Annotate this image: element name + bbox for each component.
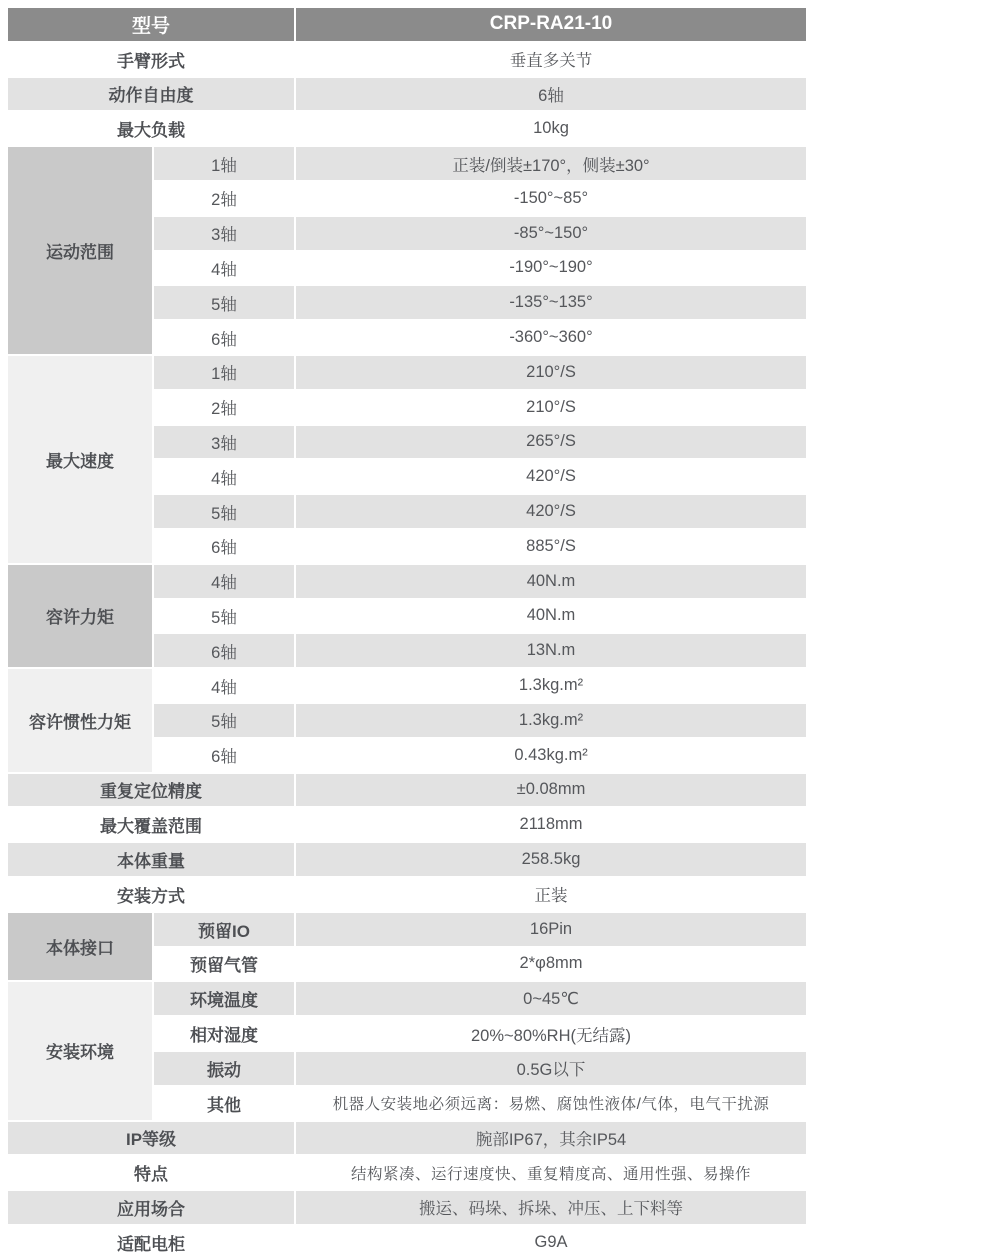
axis-label: 4轴 xyxy=(154,460,294,493)
row-value: 40N.m xyxy=(296,600,806,633)
row-value: -135°~135° xyxy=(296,286,806,319)
row-value: 0.5G以下 xyxy=(296,1052,806,1085)
row-value: 2*φ8mm xyxy=(296,948,806,981)
model-header-label: 型号 xyxy=(8,8,294,41)
row-value: 正装/倒装±170°，侧装±30° xyxy=(296,147,806,180)
row-value: 腕部IP67，其余IP54 xyxy=(296,1122,806,1155)
row-value: 420°/S xyxy=(296,495,806,528)
row-value: 16Pin xyxy=(296,913,806,946)
axis-label: 2轴 xyxy=(154,391,294,424)
table-row xyxy=(8,112,806,145)
model-header-value: CRP-RA21-10 xyxy=(296,8,806,41)
row-value: 垂直多关节 xyxy=(296,43,806,76)
table-row xyxy=(8,843,806,876)
axis-label: 4轴 xyxy=(154,565,294,598)
row-label: 安装方式 xyxy=(8,878,294,911)
row-value: 1.3kg.m² xyxy=(296,669,806,702)
table-row xyxy=(8,982,806,1015)
row-label: 本体重量 xyxy=(8,843,294,876)
axis-label: 4轴 xyxy=(154,252,294,285)
axis-label: 5轴 xyxy=(154,495,294,528)
row-value: 210°/S xyxy=(296,391,806,424)
row-value: 13N.m xyxy=(296,634,806,667)
table-row xyxy=(8,1226,806,1259)
table-row xyxy=(8,669,806,702)
row-label: 适配电柜 xyxy=(8,1226,294,1259)
table-row xyxy=(8,1191,806,1224)
axis-label: 5轴 xyxy=(154,704,294,737)
group-label: 最大速度 xyxy=(8,356,152,563)
table-row xyxy=(8,1122,806,1155)
sub-label: 环境温度 xyxy=(154,982,294,1015)
row-value: 2118mm xyxy=(296,808,806,841)
row-value: 210°/S xyxy=(296,356,806,389)
row-value: G9A xyxy=(296,1226,806,1259)
row-value: 0~45℃ xyxy=(296,982,806,1015)
sub-label: 预留气管 xyxy=(154,948,294,981)
axis-label: 3轴 xyxy=(154,426,294,459)
axis-label: 4轴 xyxy=(154,669,294,702)
sub-label: 振动 xyxy=(154,1052,294,1085)
row-value: -85°~150° xyxy=(296,217,806,250)
row-label: 手臂形式 xyxy=(8,43,294,76)
group-label: 运动范围 xyxy=(8,147,152,354)
row-label: 应用场合 xyxy=(8,1191,294,1224)
row-value: 265°/S xyxy=(296,426,806,459)
table-row xyxy=(8,878,806,911)
group-label: 容许惯性力矩 xyxy=(8,669,152,771)
row-value: 885°/S xyxy=(296,530,806,563)
row-label: 最大覆盖范围 xyxy=(8,808,294,841)
row-value: 10kg xyxy=(296,112,806,145)
table-row xyxy=(8,1156,806,1189)
row-value: -150°~85° xyxy=(296,182,806,215)
row-label: 动作自由度 xyxy=(8,78,294,111)
table-row xyxy=(8,78,806,111)
axis-label: 5轴 xyxy=(154,600,294,633)
table-header-row xyxy=(8,8,806,41)
table-row xyxy=(8,808,806,841)
group-label: 容许力矩 xyxy=(8,565,152,667)
axis-label: 6轴 xyxy=(154,321,294,354)
group-label: 本体接口 xyxy=(8,913,152,981)
table-row xyxy=(8,43,806,76)
row-value: 258.5kg xyxy=(296,843,806,876)
axis-label: 6轴 xyxy=(154,634,294,667)
row-label: 特点 xyxy=(8,1156,294,1189)
row-label: IP等级 xyxy=(8,1122,294,1155)
row-value: 搬运、码垛、拆垛、冲压、上下料等 xyxy=(296,1191,806,1224)
axis-label: 3轴 xyxy=(154,217,294,250)
axis-label: 6轴 xyxy=(154,530,294,563)
axis-label: 1轴 xyxy=(154,356,294,389)
sub-label: 其他 xyxy=(154,1087,294,1120)
table-row xyxy=(8,913,806,946)
sub-label: 预留IO xyxy=(154,913,294,946)
axis-label: 1轴 xyxy=(154,147,294,180)
row-value: 1.3kg.m² xyxy=(296,704,806,737)
row-value: 结构紧凑、运行速度快、重复精度高、通用性强、易操作 xyxy=(296,1156,806,1189)
table-row xyxy=(8,147,806,180)
row-value: 机器人安装地必须远离：易燃、腐蚀性液体/气体，电气干扰源 xyxy=(296,1087,806,1120)
row-label: 最大负载 xyxy=(8,112,294,145)
row-value: 6轴 xyxy=(296,78,806,111)
spec-table xyxy=(6,6,808,1260)
axis-label: 6轴 xyxy=(154,739,294,772)
row-value: 正装 xyxy=(296,878,806,911)
sub-label: 相对湿度 xyxy=(154,1017,294,1050)
table-row xyxy=(8,774,806,807)
axis-label: 2轴 xyxy=(154,182,294,215)
table-row xyxy=(8,356,806,389)
row-value: ±0.08mm xyxy=(296,774,806,807)
table-row xyxy=(8,565,806,598)
row-value: -190°~190° xyxy=(296,252,806,285)
row-value: -360°~360° xyxy=(296,321,806,354)
row-label: 重复定位精度 xyxy=(8,774,294,807)
axis-label: 5轴 xyxy=(154,286,294,319)
row-value: 0.43kg.m² xyxy=(296,739,806,772)
row-value: 40N.m xyxy=(296,565,806,598)
group-label: 安装环境 xyxy=(8,982,152,1119)
row-value: 420°/S xyxy=(296,460,806,493)
row-value: 20%~80%RH(无结露) xyxy=(296,1017,806,1050)
